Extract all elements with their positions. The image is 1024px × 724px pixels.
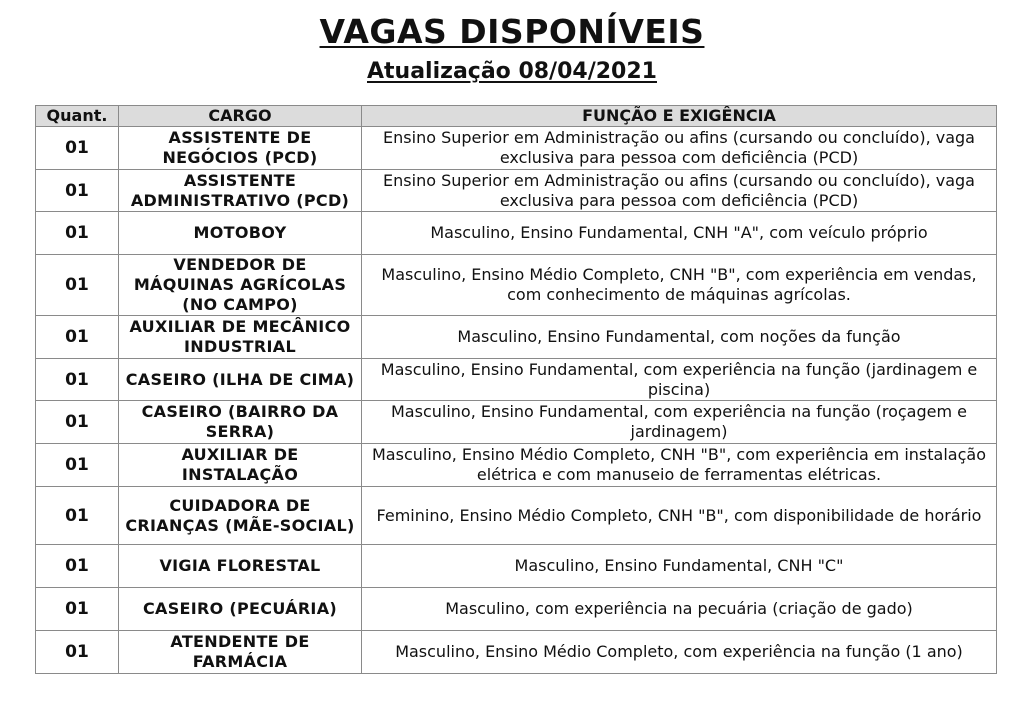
table-row xyxy=(36,170,997,212)
quantity-cell: 01 xyxy=(36,212,119,255)
funcao-cell: Masculino, Ensino Fundamental, CNH "C" xyxy=(362,545,997,588)
table-row xyxy=(36,487,997,545)
funcao-cell: Masculino, Ensino Fundamental, com noções da função xyxy=(362,316,997,359)
quantity-cell: 01 xyxy=(36,631,119,674)
funcao-cell: Feminino, Ensino Médio Completo, CNH "B", com disponibilidade de horário xyxy=(362,487,997,545)
cargo-cell: MOTOBOY xyxy=(119,212,362,255)
funcao-cell: Ensino Superior em Administração ou afins (cursando ou concluído), vaga exclusiva para pessoa com deficiência (PCD) xyxy=(362,170,997,212)
column-header-funcao: FUNÇÃO E EXIGÊNCIA xyxy=(362,106,997,127)
funcao-cell: Masculino, Ensino Médio Completo, CNH "B", com experiência em vendas, com conhecimento de máquinas agrícolas. xyxy=(362,255,997,316)
cargo-cell: CASEIRO (ILHA DE CIMA) xyxy=(119,359,362,401)
cargo-cell: ASSISTENTE ADMINISTRATIVO (PCD) xyxy=(119,170,362,212)
page-title-text: VAGAS DISPONÍVEIS xyxy=(319,12,705,51)
cargo-cell: AUXILIAR DE INSTALAÇÃO xyxy=(119,444,362,487)
funcao-cell: Masculino, Ensino Fundamental, CNH "A", com veículo próprio xyxy=(362,212,997,255)
funcao-cell: Masculino, Ensino Médio Completo, com experiência na função (1 ano) xyxy=(362,631,997,674)
funcao-cell: Masculino, Ensino Fundamental, com experiência na função (roçagem e jardinagem) xyxy=(362,401,997,444)
page-title xyxy=(0,12,1024,52)
table-row xyxy=(36,316,997,359)
funcao-cell: Masculino, Ensino Médio Completo, CNH "B", com experiência em instalação elétrica e com manuseio de ferramentas elétricas. xyxy=(362,444,997,487)
cargo-cell: CASEIRO (PECUÁRIA) xyxy=(119,588,362,631)
quantity-cell: 01 xyxy=(36,316,119,359)
update-date-text: Atualização 08/04/2021 xyxy=(367,59,657,84)
quantity-cell: 01 xyxy=(36,588,119,631)
quantity-cell: 01 xyxy=(36,487,119,545)
table-row xyxy=(36,444,997,487)
table-row xyxy=(36,212,997,255)
table-row xyxy=(36,401,997,444)
quantity-cell: 01 xyxy=(36,545,119,588)
quantity-cell: 01 xyxy=(36,127,119,170)
table-row xyxy=(36,127,997,170)
column-header-quantity: Quant. xyxy=(36,106,119,127)
table-row xyxy=(36,545,997,588)
job-vacancies-table xyxy=(35,105,997,674)
funcao-cell: Masculino, com experiência na pecuária (criação de gado) xyxy=(362,588,997,631)
quantity-cell: 01 xyxy=(36,255,119,316)
table-row xyxy=(36,255,997,316)
column-header-cargo: CARGO xyxy=(119,106,362,127)
cargo-cell: CASEIRO (BAIRRO DA SERRA) xyxy=(119,401,362,444)
cargo-cell: ATENDENTE DE FARMÁCIA xyxy=(119,631,362,674)
quantity-cell: 01 xyxy=(36,170,119,212)
quantity-cell: 01 xyxy=(36,444,119,487)
table-header-row xyxy=(36,106,997,127)
quantity-cell: 01 xyxy=(36,401,119,444)
cargo-cell: ASSISTENTE DE NEGÓCIOS (PCD) xyxy=(119,127,362,170)
funcao-cell: Ensino Superior em Administração ou afins (cursando ou concluído), vaga exclusiva para pessoa com deficiência (PCD) xyxy=(362,127,997,170)
quantity-cell: 01 xyxy=(36,359,119,401)
update-date xyxy=(0,57,1024,87)
table-row xyxy=(36,359,997,401)
cargo-cell: AUXILIAR DE MECÂNICO INDUSTRIAL xyxy=(119,316,362,359)
table-row xyxy=(36,588,997,631)
cargo-cell: VENDEDOR DE MÁQUINAS AGRÍCOLAS (NO CAMPO) xyxy=(119,255,362,316)
cargo-cell: VIGIA FLORESTAL xyxy=(119,545,362,588)
cargo-cell: CUIDADORA DE CRIANÇAS (MÃE-SOCIAL) xyxy=(119,487,362,545)
table-row xyxy=(36,631,997,674)
funcao-cell: Masculino, Ensino Fundamental, com experiência na função (jardinagem e piscina) xyxy=(362,359,997,401)
